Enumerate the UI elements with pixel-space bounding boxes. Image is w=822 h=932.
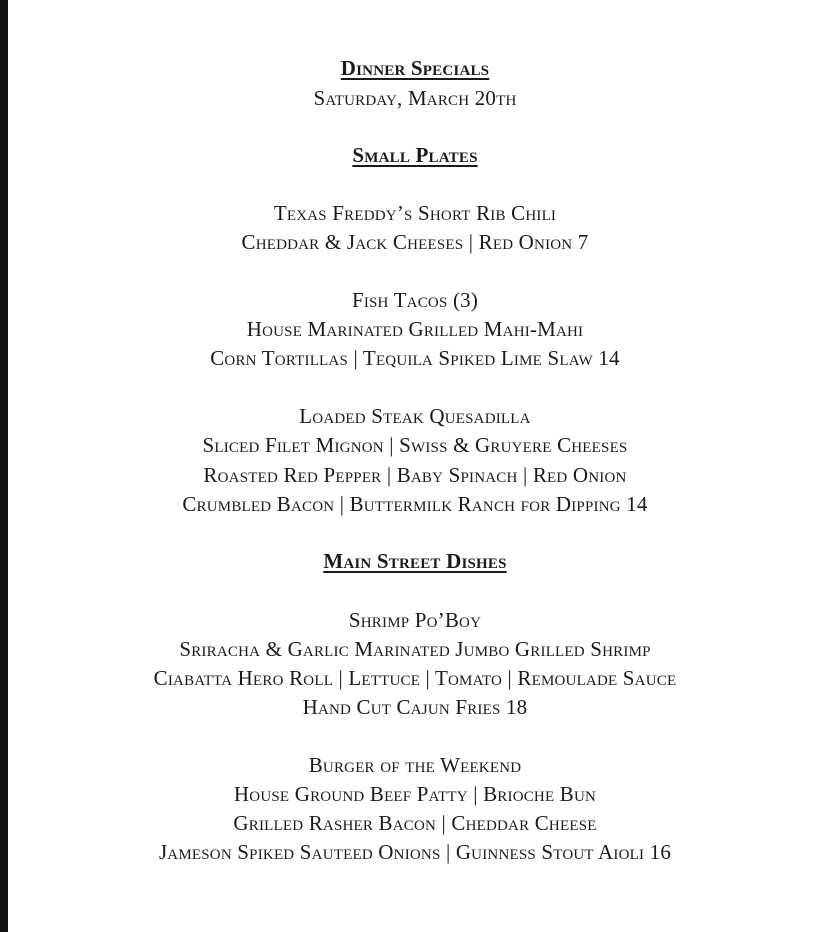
dish-line: Texas Freddy’s Short Rib Chili [273, 201, 557, 225]
dish-line: Grilled Rasher Bacon | Cheddar Cheese [233, 811, 597, 835]
dish-line: Shrimp Po’Boy [348, 608, 482, 632]
dish-line: Loaded Steak Quesadilla [299, 404, 531, 428]
dish-line: Cheddar & Jack Cheeses | Red Onion 7 [241, 230, 589, 254]
dish-line: Sriracha & Garlic Marinated Jumbo Grilled Shrimp [179, 637, 651, 661]
menu-title: Dinner Specials [340, 56, 490, 80]
section-heading-small-plates: Small Plates [352, 143, 478, 167]
dish-line: Fish Tacos (3) [351, 288, 479, 312]
dish-line: Sliced Filet Mignon | Swiss & Gruyere Cheeses [202, 433, 628, 457]
dish-line: Hand Cut Cajun Fries 18 [302, 695, 528, 719]
section-heading-main-street-dishes: Main Street Dishes [323, 549, 507, 573]
dish-line: House Marinated Grilled Mahi-Mahi [246, 317, 584, 341]
menu-date: Saturday, March 20th [313, 86, 517, 110]
dish-line: Corn Tortillas | Tequila Spiked Lime Slaw 14 [210, 346, 620, 370]
dish-line: Roasted Red Pepper | Baby Spinach | Red Onion [203, 463, 627, 487]
dish-line: Ciabatta Hero Roll | Lettuce | Tomato | Remoulade Sauce [153, 666, 677, 690]
dish-line: House Ground Beef Patty | Brioche Bun [233, 782, 597, 806]
page-left-edge [0, 0, 8, 932]
dish-line: Burger of the Weekend [308, 753, 522, 777]
dish-line: Crumbled Bacon | Buttermilk Ranch for Dipping 14 [182, 492, 648, 516]
dish-line: Jameson Spiked Sauteed Onions | Guinness Stout Aioli 16 [158, 840, 672, 864]
